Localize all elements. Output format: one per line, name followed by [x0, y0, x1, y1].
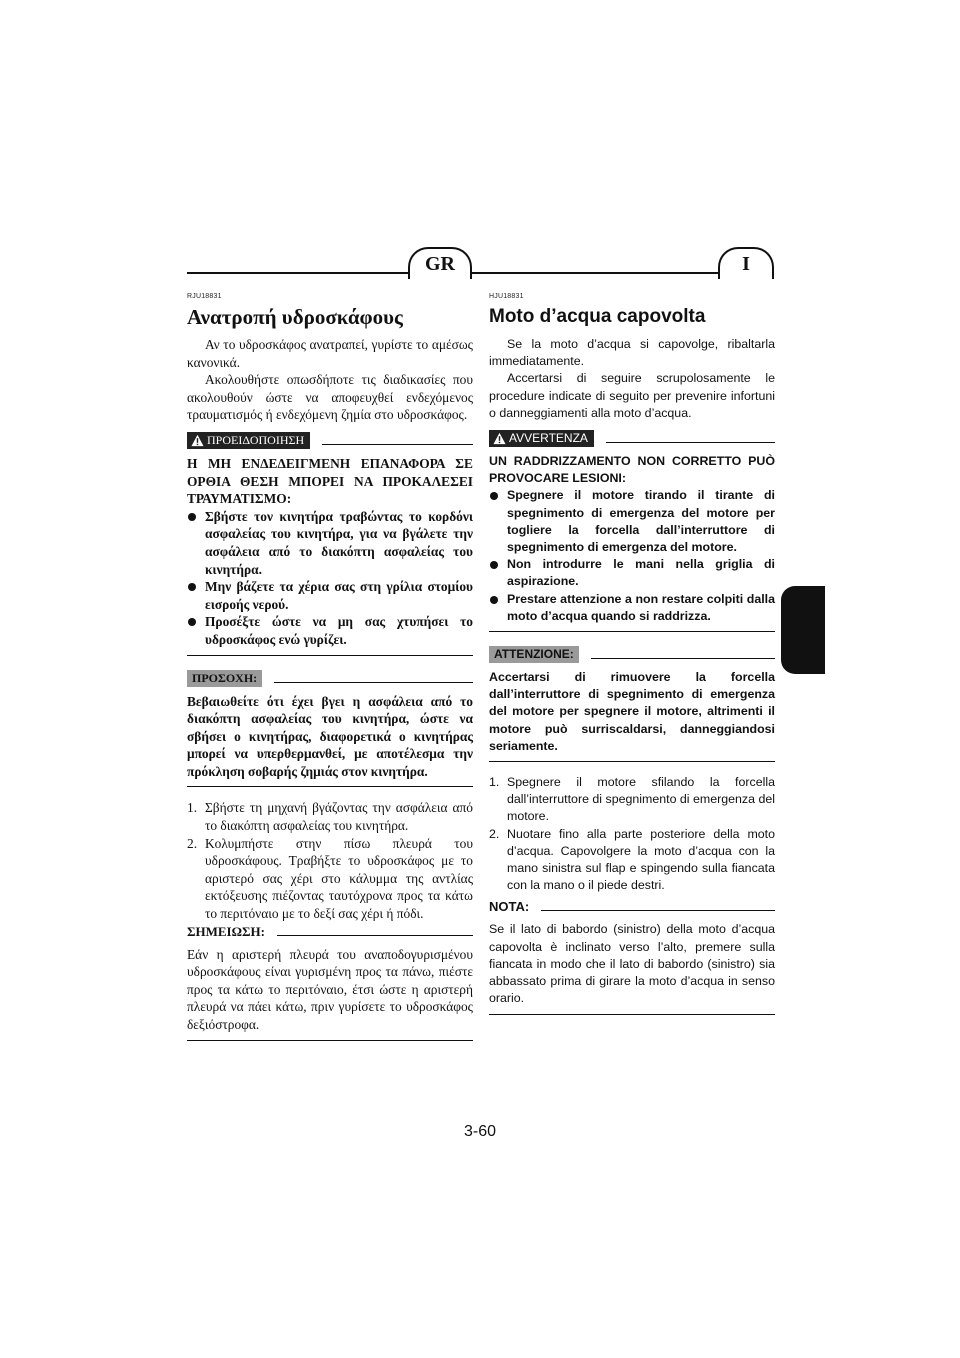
caution-box [187, 693, 473, 788]
step-number: 1. [489, 775, 500, 790]
caution-badge: ATTENZIONE: [489, 646, 579, 663]
step-text: Nuotare fino alla parte posteriore della moto d’acqua. Capovolgere la moto d’acqua con la mano sinistra sul flap e spingendo sulla fiancata con la mano o il piede destri. [507, 826, 775, 893]
greek-column [187, 292, 473, 1041]
warning-label: AVVERTENZA [509, 431, 588, 446]
warning-text: Η ΜΗ ΕΝΔΕΔΕΙΓΜΕΝΗ ΕΠΑΝΑΦΟΡΑ ΣΕ ΟΡΘΙΑ ΘΕΣΗ ΜΠΟΡΕΙ ΝΑ ΠΡΟΚΑΛΕΣΕΙ ΤΡΑΥΜΑΤΙΣΜΟ: [187, 455, 473, 507]
language-tab-gr [408, 247, 472, 279]
warning-label: ΠΡΟΕΙΔΟΠΟΙΗΣΗ [207, 432, 305, 447]
procedure-step [489, 826, 775, 895]
intro-paragraph: Αν το υδροσκάφος ανατραπεί, γυρίστε το αμέσως κανονικά. [187, 337, 473, 370]
caution-heading [489, 646, 775, 663]
warning-box [489, 453, 775, 632]
italian-column [489, 292, 775, 1015]
page-number: 3-60 [463, 1123, 497, 1140]
note-text: Se il lato di babordo (sinistro) della moto d’acqua capovolta è inclinato verso l’alto, premere sulla fiancata in modo che il lato di babordo (sinistro) sia abbassato prima di girare la moto d’acqua in senso orario. [489, 922, 775, 1006]
note-rule [541, 910, 775, 911]
note-text: Εάν η αριστερή πλευρά του αναποδογυρισμένου υδροσκάφους είναι γυρισμένη προς τα πάνω, πιέστε προς τα κάτω το περιτόναιο, έτσι ώστε η αριστερή πλευρά να πάει κάτω, πριν γυρίσετε το υδροσκάφος δεξιόστροφα. [187, 946, 473, 1032]
caution-box [489, 669, 775, 762]
caution-heading [187, 670, 473, 687]
note-heading [187, 923, 473, 940]
ref-code: HJU18831 [489, 293, 524, 300]
procedure-steps [489, 774, 775, 894]
language-tab-it [718, 247, 774, 279]
language-code-it: I [742, 252, 750, 275]
note-label: NOTA: [489, 899, 530, 915]
warning-item: Μην βάζετε τα χέρια σας στη γρίλια στομίου εισροής νερού. [187, 578, 473, 613]
procedure-steps [187, 799, 473, 922]
step-text: Σβήστε τη μηχανή βγάζοντας την ασφάλεια από το διακόπτη ασφαλείας του κινητήρα. [205, 800, 473, 834]
step-number: 1. [187, 800, 198, 816]
caution-badge: ΠΡΟΣΟΧΗ: [187, 670, 262, 687]
caution-text: Βεβαιωθείτε ότι έχει βγει η ασφάλεια από το διακόπτη ασφαλείας του κινητήρα, ώστε να σβήσει ο κινητήρας, διαφορετικά ο κινητήρας μπορεί να υπερθερμανθεί, με αποτέλεσμα την πρόκληση σοβαρής ζημιάς στον κινητήρα. [187, 693, 473, 779]
procedure-step [187, 799, 473, 834]
warning-list [187, 508, 473, 649]
warning-triangle-icon [191, 434, 204, 447]
note-heading [489, 898, 775, 915]
warning-heading [489, 430, 775, 447]
note-rule [277, 935, 473, 936]
step-number: 2. [489, 826, 500, 841]
warning-text: UN RADDRIZZAMENTO NON CORRETTO PUÒ PROVOCARE LESIONI: [489, 454, 775, 486]
caution-rule [591, 658, 775, 659]
warning-badge [187, 432, 310, 449]
intro-paragraph: Ακολουθήστε οπωσδήποτε τις διαδικασίες που ακολουθούν ώστε να αποφευχθεί ενδεχόμενος τραυματισμός ή ενδεχόμενη ζημία στο υδροσκάφος. [187, 372, 473, 423]
warning-item: Prestare attenzione a non restare colpiti dalla moto d’acqua quando si raddrizza. [489, 591, 775, 625]
note-box [489, 921, 775, 1014]
step-text: Spegnere il motore sfilando la forcella dall’interruttore di spegnimento di emergenza del motore. [507, 775, 775, 824]
ref-code: RJU18831 [187, 293, 222, 300]
section-title: Moto d’acqua capovolta [489, 306, 706, 327]
section-tab-marker [781, 586, 825, 674]
warning-box [187, 455, 473, 656]
warning-heading [187, 432, 473, 449]
step-number: 2. [187, 835, 198, 851]
caution-rule [274, 682, 473, 683]
procedure-step [489, 774, 775, 826]
warning-item: Non introdurre le mani nella griglia di aspirazione. [489, 556, 775, 590]
warning-badge [489, 430, 594, 447]
procedure-step [187, 835, 473, 923]
note-box [187, 946, 473, 1041]
intro-paragraph: Se la moto d’acqua si capovolge, ribaltarla immediatamente. [489, 337, 775, 369]
warning-rule [322, 444, 473, 445]
warning-rule [606, 442, 775, 443]
language-code-gr: GR [425, 252, 455, 275]
note-label: ΣΗΜΕΙΩΣΗ: [187, 923, 265, 939]
warning-item: Σβήστε τον κινητήρα τραβώντας το κορδόνι ασφαλείας του κινητήρα, για να βγάλετε την ασφάλεια από το διακόπτη ασφαλείας του κινητήρα. [187, 508, 473, 578]
warning-list [489, 487, 775, 625]
step-text: Κολυμπήστε στην πίσω πλευρά του υδροσκάφους. Τραβήξτε το υδροσκάφος με το αριστερό σας χέρι στο κάλυμμα της αντλίας εκτόξευσης πιέζοντας ταυτόχρονα προς τα κάτω το περιτόναιο με το δεξί σας χέρι ή πόδι. [205, 835, 473, 922]
header-rule [187, 272, 774, 274]
intro-paragraph: Accertarsi di seguire scrupolosamente le procedure indicate di seguito per prevenire infortuni o danneggiamenti alla moto d’acqua. [489, 371, 775, 420]
warning-triangle-icon [493, 432, 506, 445]
warning-item: Προσέξτε ώστε να μη σας χτυπήσει το υδροσκάφος ενώ γυρίζει. [187, 613, 473, 648]
section-title: Ανατροπή υδροσκάφους [187, 305, 403, 329]
warning-item: Spegnere il motore tirando il tirante di spegnimento di emergenza del motore per togliere la forcella dall’interruttore di spegnimento di emergenza del motore. [489, 487, 775, 556]
caution-text: Accertarsi di rimuovere la forcella dall’interruttore di spegnimento di emergenza del motore per spegnere il motore, altrimenti il motore può surriscaldarsi, danneggiandosi seriamente. [489, 670, 775, 753]
